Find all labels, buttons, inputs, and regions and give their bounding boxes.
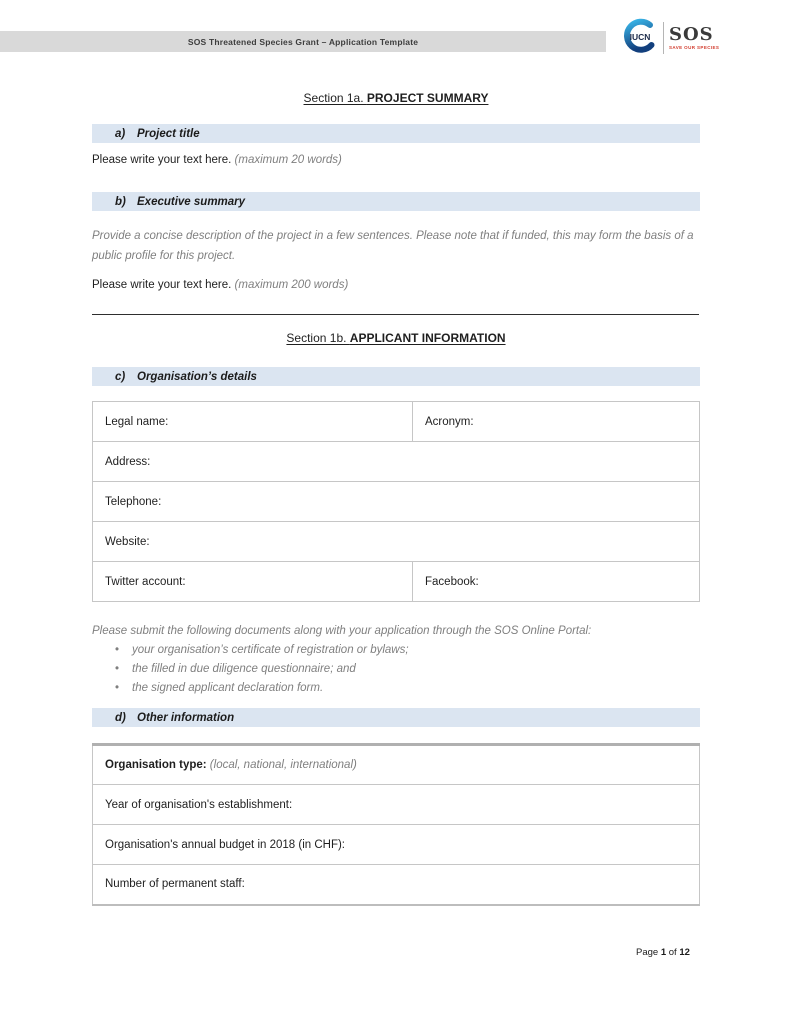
prompt-text: Please write your text here. xyxy=(92,279,232,291)
banner-label: Executive summary xyxy=(137,195,246,208)
iucn-logo-icon xyxy=(620,16,658,61)
annual-budget-field[interactable]: Organisation's annual budget in 2018 (in CHF): xyxy=(93,825,700,865)
table-row xyxy=(93,562,700,602)
header-bar xyxy=(0,31,606,52)
banner-project-title xyxy=(92,124,700,143)
field-hint: (local, national, international) xyxy=(206,759,357,771)
executive-summary-description: Provide a concise description of the project in a few sentences. Please note that if funded, this may form the basis of a public profile for this project. xyxy=(92,230,694,262)
banner-other-information xyxy=(92,708,700,727)
word-limit-hint: (maximum 20 words) xyxy=(231,154,342,166)
banner-label: Project title xyxy=(137,127,200,140)
banner-label: Other information xyxy=(137,711,235,724)
field-label: Organisation type: xyxy=(105,759,207,771)
telephone-field[interactable]: Telephone: xyxy=(93,482,700,522)
logo-group xyxy=(620,16,719,60)
item-letter: c) xyxy=(115,370,126,383)
organisation-type-field[interactable] xyxy=(93,745,700,785)
section-1a-title: Section 1a. PROJECT SUMMARY xyxy=(303,91,489,105)
table-row xyxy=(93,482,700,522)
table-row xyxy=(93,402,700,442)
documents-note-intro: Please submit the following documents along with your application through the SOS Online Portal: xyxy=(92,625,592,637)
logo-divider xyxy=(663,22,664,54)
permanent-staff-field[interactable]: Number of permanent staff: xyxy=(93,865,700,905)
prompt-text: Please write your text here. xyxy=(92,154,232,166)
list-item: • the signed applicant declaration form. xyxy=(92,679,700,698)
svg-text:IUCN: IUCN xyxy=(629,31,651,42)
acronym-field[interactable]: Acronym: xyxy=(413,402,700,442)
documents-note xyxy=(92,622,700,698)
banner-label: Organisation’s details xyxy=(137,370,257,383)
twitter-field[interactable]: Twitter account: xyxy=(93,562,413,602)
item-letter: b) xyxy=(115,195,126,208)
list-item: • the filled in due diligence questionnaire; and xyxy=(92,660,700,679)
document-header-title: SOS Threatened Species Grant – Application Template xyxy=(187,36,419,47)
table-row xyxy=(93,522,700,562)
table-row xyxy=(93,745,700,785)
executive-summary-input-area[interactable] xyxy=(92,279,700,291)
table-row xyxy=(93,865,700,905)
word-limit-hint: (maximum 200 words) xyxy=(231,279,349,291)
table-row xyxy=(93,825,700,865)
table-row xyxy=(93,785,700,825)
section-divider-line xyxy=(92,314,699,315)
banner-organisation-details xyxy=(92,367,700,386)
item-letter: d) xyxy=(115,711,126,724)
banner-executive-summary xyxy=(92,192,700,211)
other-information-table xyxy=(92,743,700,906)
legal-name-field[interactable]: Legal name: xyxy=(93,402,413,442)
project-title-input-area[interactable] xyxy=(92,154,700,166)
list-item: • your organisation’s certificate of registration or bylaws; xyxy=(92,641,700,660)
address-field[interactable]: Address: xyxy=(93,442,700,482)
facebook-field[interactable]: Facebook: xyxy=(413,562,700,602)
organisation-details-table xyxy=(92,401,700,602)
year-established-field[interactable]: Year of organisation's establishment: xyxy=(93,785,700,825)
section-1b-title: Section 1b. APPLICANT INFORMATION xyxy=(286,331,506,345)
website-field[interactable]: Website: xyxy=(93,522,700,562)
sos-logo-icon xyxy=(669,23,720,51)
table-row xyxy=(93,442,700,482)
sos-logo-word: SOS xyxy=(669,23,714,45)
page-number-footer: Page 1 of 12 xyxy=(636,947,690,958)
item-letter: a) xyxy=(115,127,126,140)
sos-logo-tagline: SAVE OUR SPECIES xyxy=(669,44,720,50)
